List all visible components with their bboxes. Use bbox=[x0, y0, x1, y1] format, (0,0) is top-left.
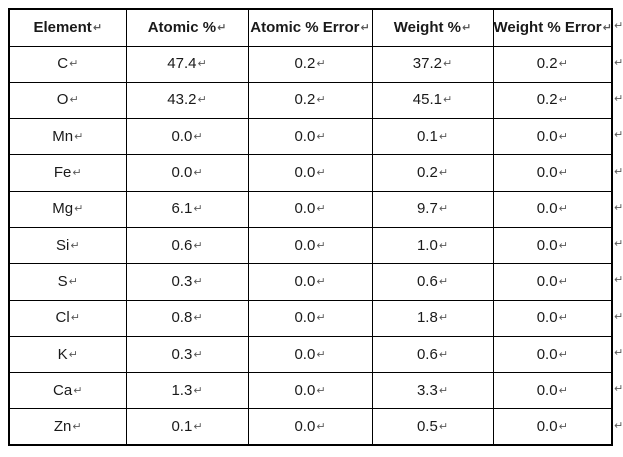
end-of-cell-mark: ↵ bbox=[360, 20, 370, 34]
end-of-cell-mark: ↵ bbox=[193, 202, 203, 216]
end-of-cell-mark: ↵ bbox=[68, 274, 78, 288]
end-of-cell-mark: ↵ bbox=[68, 347, 78, 361]
end-of-cell-mark: ↵ bbox=[193, 238, 203, 252]
cell-value: 47.4 bbox=[167, 55, 197, 73]
cell-atomic-pct[interactable] bbox=[126, 227, 248, 263]
cell-value: 6.1 bbox=[171, 200, 193, 218]
cell-atomic-pct-error[interactable] bbox=[248, 155, 372, 191]
cell-weight-pct[interactable] bbox=[372, 373, 493, 409]
end-of-row-mark bbox=[613, 335, 623, 371]
cell-value: 0.0 bbox=[536, 236, 558, 254]
cell-value: K bbox=[57, 345, 68, 363]
cell-weight-pct-error[interactable] bbox=[493, 300, 612, 336]
end-of-cell-mark: ↵ bbox=[74, 202, 84, 216]
table-row bbox=[9, 336, 612, 372]
end-of-cell-mark: ↵ bbox=[316, 311, 326, 325]
end-of-cell-mark: ↵ bbox=[558, 129, 568, 143]
cell-atomic-pct[interactable] bbox=[126, 82, 248, 118]
cell-value: 0.3 bbox=[171, 272, 193, 290]
table-body bbox=[9, 46, 612, 445]
end-of-row-mark-glyph: ↵ bbox=[614, 346, 623, 360]
cell-value: 1.3 bbox=[171, 381, 193, 399]
table-row bbox=[9, 46, 612, 82]
cell-value: Mg bbox=[52, 200, 74, 218]
cell-atomic-pct-error[interactable] bbox=[248, 300, 372, 336]
cell-value: 45.1 bbox=[412, 91, 442, 109]
end-of-cell-mark: ↵ bbox=[438, 383, 449, 397]
cell-value: 37.2 bbox=[412, 55, 442, 73]
header-label-atomic-pct: Atomic % bbox=[147, 18, 217, 36]
cell-value: 0.0 bbox=[294, 200, 316, 218]
end-of-cell-mark: ↵ bbox=[438, 202, 449, 216]
cell-weight-pct[interactable] bbox=[372, 409, 493, 445]
cell-atomic-pct[interactable] bbox=[126, 264, 248, 300]
end-of-cell-mark: ↵ bbox=[316, 57, 326, 71]
end-of-row-mark-glyph: ↵ bbox=[614, 55, 623, 69]
cell-value: 0.0 bbox=[171, 164, 193, 182]
end-of-cell-mark: ↵ bbox=[558, 57, 568, 71]
end-of-cell-mark: ↵ bbox=[74, 129, 84, 143]
cell-weight-pct-error[interactable] bbox=[493, 191, 612, 227]
header-row bbox=[9, 9, 612, 46]
end-of-cell-mark: ↵ bbox=[558, 202, 568, 216]
end-of-row-mark-glyph: ↵ bbox=[614, 273, 623, 287]
end-of-cell-mark: ↵ bbox=[316, 202, 326, 216]
cell-weight-pct[interactable] bbox=[372, 227, 493, 263]
cell-value: 1.0 bbox=[416, 236, 438, 254]
end-of-row-mark bbox=[613, 154, 623, 190]
cell-value: 0.0 bbox=[294, 164, 316, 182]
cell-value: 0.1 bbox=[171, 417, 193, 435]
end-of-row-mark bbox=[613, 226, 623, 262]
table-row bbox=[9, 300, 612, 336]
cell-weight-pct-error[interactable] bbox=[493, 336, 612, 372]
end-of-cell-mark: ↵ bbox=[193, 311, 203, 325]
table-row bbox=[9, 82, 612, 118]
cell-atomic-pct-error[interactable] bbox=[248, 227, 372, 263]
cell-value: Ca bbox=[53, 381, 73, 399]
end-of-cell-mark: ↵ bbox=[558, 166, 568, 180]
end-of-cell-mark: ↵ bbox=[438, 347, 449, 361]
cell-element[interactable] bbox=[9, 191, 126, 227]
cell-weight-pct-error[interactable] bbox=[493, 264, 612, 300]
cell-value: 3.3 bbox=[416, 381, 438, 399]
end-of-cell-mark: ↵ bbox=[193, 383, 203, 397]
end-of-cell-mark: ↵ bbox=[217, 20, 227, 34]
cell-value: 0.0 bbox=[294, 236, 316, 254]
end-of-cell-mark: ↵ bbox=[558, 383, 568, 397]
cell-weight-pct[interactable] bbox=[372, 82, 493, 118]
end-of-cell-mark: ↵ bbox=[462, 20, 472, 34]
cell-element[interactable] bbox=[9, 82, 126, 118]
cell-value: 0.2 bbox=[294, 91, 316, 109]
cell-value: 0.0 bbox=[294, 309, 316, 327]
cell-element[interactable] bbox=[9, 264, 126, 300]
cell-weight-pct-error[interactable] bbox=[493, 46, 612, 82]
cell-value: 0.0 bbox=[294, 127, 316, 145]
end-of-cell-mark: ↵ bbox=[193, 274, 203, 288]
end-of-cell-mark: ↵ bbox=[316, 166, 326, 180]
cell-value: C bbox=[57, 55, 69, 73]
end-of-row-mark-glyph: ↵ bbox=[614, 128, 623, 142]
cell-value: Cl bbox=[55, 309, 70, 327]
cell-weight-pct-error[interactable] bbox=[493, 119, 612, 155]
end-of-cell-mark: ↵ bbox=[193, 129, 203, 143]
cell-weight-pct-error[interactable] bbox=[493, 373, 612, 409]
cell-atomic-pct[interactable] bbox=[126, 373, 248, 409]
table-row bbox=[9, 264, 612, 300]
table-row bbox=[9, 409, 612, 445]
cell-value: 0.2 bbox=[294, 55, 316, 73]
cell-value: 0.0 bbox=[536, 309, 558, 327]
cell-value: 0.0 bbox=[294, 381, 316, 399]
end-of-row-mark bbox=[613, 190, 623, 226]
table-row bbox=[9, 155, 612, 191]
cell-value: 0.6 bbox=[171, 236, 193, 254]
table-row bbox=[9, 191, 612, 227]
end-of-cell-mark: ↵ bbox=[558, 93, 568, 107]
cell-atomic-pct[interactable] bbox=[126, 191, 248, 227]
header-label-atomic-pct-error: Atomic % Error bbox=[250, 18, 360, 36]
end-of-cell-mark: ↵ bbox=[558, 274, 568, 288]
cell-value: 0.3 bbox=[171, 345, 193, 363]
header-cell-weight-pct-error[interactable] bbox=[493, 9, 612, 46]
end-of-row-mark-glyph: ↵ bbox=[614, 418, 623, 432]
end-of-cell-mark: ↵ bbox=[316, 274, 326, 288]
end-of-cell-mark: ↵ bbox=[438, 274, 449, 288]
end-of-cell-mark: ↵ bbox=[558, 311, 568, 325]
header-label-weight-pct: Weight % bbox=[393, 18, 461, 36]
end-of-row-mark bbox=[613, 263, 623, 299]
cell-value: 0.2 bbox=[536, 91, 558, 109]
end-of-row-mark-glyph: ↵ bbox=[614, 200, 623, 214]
end-of-cell-mark: ↵ bbox=[558, 419, 568, 433]
header-cell-atomic-pct[interactable] bbox=[126, 9, 248, 46]
end-of-cell-mark: ↵ bbox=[73, 383, 83, 397]
cell-value: Fe bbox=[53, 164, 72, 182]
cell-weight-pct-error[interactable] bbox=[493, 155, 612, 191]
end-of-cell-mark: ↵ bbox=[197, 57, 207, 71]
end-of-row-mark-glyph: ↵ bbox=[614, 19, 623, 32]
cell-weight-pct[interactable] bbox=[372, 46, 493, 82]
end-of-cell-mark: ↵ bbox=[193, 347, 203, 361]
end-of-cell-mark: ↵ bbox=[69, 57, 79, 71]
cell-weight-pct[interactable] bbox=[372, 336, 493, 372]
cell-element[interactable] bbox=[9, 409, 126, 445]
cell-weight-pct-error[interactable] bbox=[493, 409, 612, 445]
cell-atomic-pct-error[interactable] bbox=[248, 264, 372, 300]
cell-weight-pct[interactable] bbox=[372, 119, 493, 155]
cell-element[interactable] bbox=[9, 155, 126, 191]
header-cell-atomic-pct-error[interactable] bbox=[248, 9, 372, 46]
cell-atomic-pct[interactable] bbox=[126, 409, 248, 445]
cell-element[interactable] bbox=[9, 46, 126, 82]
cell-value: 9.7 bbox=[416, 200, 438, 218]
cell-value: 1.8 bbox=[416, 309, 438, 327]
end-of-cell-mark: ↵ bbox=[438, 129, 449, 143]
end-of-cell-mark: ↵ bbox=[69, 93, 79, 107]
cell-value: 0.0 bbox=[536, 345, 558, 363]
end-of-cell-mark: ↵ bbox=[438, 311, 449, 325]
cell-weight-pct-error[interactable] bbox=[493, 227, 612, 263]
element-composition-table bbox=[8, 8, 613, 446]
cell-value: 0.2 bbox=[536, 55, 558, 73]
cell-value: 0.6 bbox=[416, 272, 438, 290]
end-of-cell-mark: ↵ bbox=[558, 238, 568, 252]
header-label-weight-pct-error: Weight % Error bbox=[493, 18, 602, 36]
cell-atomic-pct[interactable] bbox=[126, 119, 248, 155]
end-of-cell-mark: ↵ bbox=[92, 20, 103, 34]
cell-element[interactable] bbox=[9, 373, 126, 409]
end-of-cell-mark: ↵ bbox=[316, 238, 326, 252]
cell-value: Zn bbox=[53, 417, 72, 435]
end-of-cell-mark: ↵ bbox=[72, 419, 82, 433]
cell-atomic-pct-error[interactable] bbox=[248, 46, 372, 82]
end-of-cell-mark: ↵ bbox=[316, 93, 326, 107]
end-of-cell-mark: ↵ bbox=[438, 238, 449, 252]
end-of-row-mark bbox=[613, 299, 623, 335]
cell-atomic-pct[interactable] bbox=[126, 155, 248, 191]
table-row bbox=[9, 119, 612, 155]
cell-value: Mn bbox=[52, 127, 74, 145]
cell-atomic-pct[interactable] bbox=[126, 336, 248, 372]
end-of-cell-mark: ↵ bbox=[70, 311, 80, 325]
end-of-cell-mark: ↵ bbox=[316, 419, 326, 433]
end-of-cell-mark: ↵ bbox=[193, 166, 203, 180]
end-of-cell-mark: ↵ bbox=[438, 166, 449, 180]
cell-value: O bbox=[56, 91, 69, 109]
end-of-row-mark-glyph: ↵ bbox=[614, 164, 623, 178]
end-of-row-marks bbox=[613, 8, 623, 444]
end-of-cell-mark: ↵ bbox=[193, 419, 203, 433]
cell-weight-pct[interactable] bbox=[372, 155, 493, 191]
end-of-row-mark-glyph: ↵ bbox=[614, 91, 623, 105]
table-row bbox=[9, 373, 612, 409]
cell-weight-pct[interactable] bbox=[372, 191, 493, 227]
cell-weight-pct[interactable] bbox=[372, 264, 493, 300]
end-of-row-mark bbox=[613, 118, 623, 154]
cell-atomic-pct-error[interactable] bbox=[248, 373, 372, 409]
cell-weight-pct[interactable] bbox=[372, 300, 493, 336]
cell-value: Si bbox=[55, 236, 70, 254]
end-of-row-mark-glyph: ↵ bbox=[614, 309, 623, 323]
table-row bbox=[9, 227, 612, 263]
cell-value: 0.0 bbox=[294, 345, 316, 363]
end-of-cell-mark: ↵ bbox=[197, 93, 207, 107]
cell-value: 0.0 bbox=[536, 200, 558, 218]
end-of-cell-mark: ↵ bbox=[442, 57, 453, 71]
end-of-cell-mark: ↵ bbox=[438, 419, 449, 433]
cell-element[interactable] bbox=[9, 336, 126, 372]
end-of-cell-mark: ↵ bbox=[316, 383, 326, 397]
end-of-row-mark bbox=[613, 408, 623, 444]
end-of-cell-mark: ↵ bbox=[316, 129, 326, 143]
cell-element[interactable] bbox=[9, 300, 126, 336]
cell-value: 0.2 bbox=[416, 164, 438, 182]
cell-value: S bbox=[57, 272, 68, 290]
cell-value: 0.0 bbox=[171, 127, 193, 145]
cell-atomic-pct[interactable] bbox=[126, 46, 248, 82]
cell-element[interactable] bbox=[9, 227, 126, 263]
cell-atomic-pct-error[interactable] bbox=[248, 82, 372, 118]
end-of-row-mark bbox=[613, 8, 623, 45]
end-of-row-mark bbox=[613, 372, 623, 408]
end-of-cell-mark: ↵ bbox=[70, 238, 80, 252]
cell-atomic-pct-error[interactable] bbox=[248, 191, 372, 227]
header-cell-weight-pct[interactable] bbox=[372, 9, 493, 46]
cell-value: 0.8 bbox=[171, 309, 193, 327]
end-of-row-mark bbox=[613, 81, 623, 117]
cell-value: 0.1 bbox=[416, 127, 438, 145]
cell-atomic-pct-error[interactable] bbox=[248, 119, 372, 155]
header-label-element: Element bbox=[33, 18, 92, 36]
cell-atomic-pct[interactable] bbox=[126, 300, 248, 336]
cell-value: 0.6 bbox=[416, 345, 438, 363]
header-cell-element[interactable] bbox=[9, 9, 126, 46]
cell-element[interactable] bbox=[9, 119, 126, 155]
end-of-cell-mark: ↵ bbox=[72, 166, 82, 180]
cell-value: 0.0 bbox=[536, 127, 558, 145]
end-of-cell-mark: ↵ bbox=[442, 93, 453, 107]
cell-value: 43.2 bbox=[167, 91, 197, 109]
cell-value: 0.0 bbox=[536, 272, 558, 290]
end-of-cell-mark: ↵ bbox=[558, 347, 568, 361]
end-of-row-mark bbox=[613, 45, 623, 81]
cell-value: 0.0 bbox=[536, 164, 558, 182]
cell-value: 0.0 bbox=[294, 272, 316, 290]
cell-atomic-pct-error[interactable] bbox=[248, 336, 372, 372]
cell-value: 0.0 bbox=[294, 417, 316, 435]
end-of-row-mark-glyph: ↵ bbox=[614, 237, 623, 251]
end-of-cell-mark: ↵ bbox=[602, 20, 612, 34]
cell-value: 0.0 bbox=[536, 417, 558, 435]
end-of-row-mark-glyph: ↵ bbox=[614, 382, 623, 396]
cell-weight-pct-error[interactable] bbox=[493, 82, 612, 118]
cell-value: 0.0 bbox=[536, 381, 558, 399]
cell-value: 0.5 bbox=[416, 417, 438, 435]
end-of-cell-mark: ↵ bbox=[316, 347, 326, 361]
cell-atomic-pct-error[interactable] bbox=[248, 409, 372, 445]
